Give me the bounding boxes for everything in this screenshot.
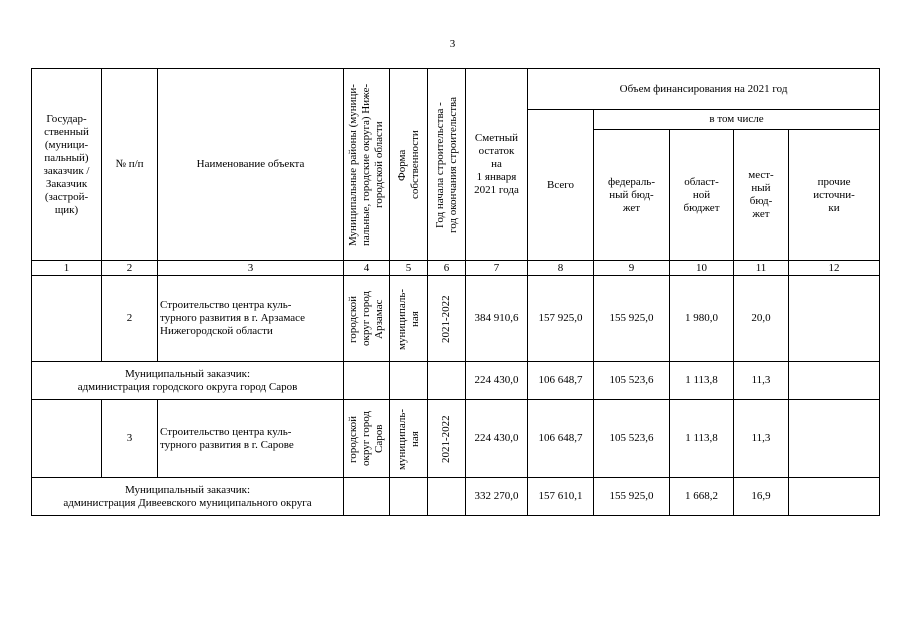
regional-cell: 1 113,8	[670, 362, 734, 400]
header-total: Всего	[528, 110, 594, 261]
column-number: 11	[734, 261, 789, 276]
local-cell: 16,9	[734, 478, 789, 516]
header-other: прочие источни- ки	[789, 130, 880, 261]
object-name: Строительство центра куль- турного развития в г. Арзамасе Нижегородской области	[158, 276, 344, 362]
federal-cell: 105 523,6	[594, 362, 670, 400]
header-funding: Объем финансирования на 2021 год	[528, 69, 880, 110]
column-number: 1	[32, 261, 102, 276]
local-cell: 11,3	[734, 362, 789, 400]
balance-cell: 384 910,6	[466, 276, 528, 362]
page-number: 3	[449, 38, 456, 50]
federal-cell: 155 925,0	[594, 276, 670, 362]
column-number: 2	[102, 261, 158, 276]
table-row	[32, 400, 880, 478]
federal-cell: 105 523,6	[594, 400, 670, 478]
column-number: 10	[670, 261, 734, 276]
total-cell: 157 610,1	[528, 478, 594, 516]
other-cell	[789, 478, 880, 516]
header-customer: Государ- ственный (муници- пальный) заказчик / Заказчик (застрой- щик)	[32, 69, 102, 261]
column-number: 3	[158, 261, 344, 276]
regional-cell: 1 113,8	[670, 400, 734, 478]
header-district: Муниципальные районы (муници- пальные, городские округа) Ниже- городской области	[344, 69, 390, 261]
local-cell: 11,3	[734, 400, 789, 478]
district-cell	[344, 478, 390, 516]
regional-cell: 1 668,2	[670, 478, 734, 516]
total-cell: 106 648,7	[528, 362, 594, 400]
customer-label: Муниципальный заказчик: администрация городского округа город Саров	[32, 362, 344, 400]
header-years: Год начала строительства - год окончания строительства	[428, 69, 466, 261]
balance-cell: 332 270,0	[466, 478, 528, 516]
district-cell: городской округ город Саров	[344, 400, 390, 478]
total-cell: 106 648,7	[528, 400, 594, 478]
table-row	[32, 478, 880, 516]
balance-cell: 224 430,0	[466, 362, 528, 400]
years-cell	[428, 478, 466, 516]
column-number-row	[32, 261, 880, 276]
regional-cell: 1 980,0	[670, 276, 734, 362]
column-number: 7	[466, 261, 528, 276]
header-including: в том числе	[594, 110, 880, 130]
district-cell	[344, 362, 390, 400]
customer-cell	[32, 276, 102, 362]
column-number: 12	[789, 261, 880, 276]
other-cell	[789, 362, 880, 400]
header-ownership: Форма собственности	[390, 69, 428, 261]
header-num: № п/п	[102, 69, 158, 261]
ownership-cell	[390, 362, 428, 400]
other-cell	[789, 276, 880, 362]
ownership-cell: муниципаль- ная	[390, 400, 428, 478]
table-row	[32, 362, 880, 400]
header-regional: област- ной бюджет	[670, 130, 734, 261]
customer-label: Муниципальный заказчик: администрация Дивеевского муниципального округа	[32, 478, 344, 516]
header-balance: Сметный остаток на 1 января 2021 года	[466, 69, 528, 261]
row-number: 3	[102, 400, 158, 478]
balance-cell: 224 430,0	[466, 400, 528, 478]
ownership-cell: муниципаль- ная	[390, 276, 428, 362]
total-cell: 157 925,0	[528, 276, 594, 362]
customer-cell	[32, 400, 102, 478]
years-cell: 2021-2022	[428, 400, 466, 478]
column-number: 8	[528, 261, 594, 276]
header-federal: федераль- ный бюд- жет	[594, 130, 670, 261]
table-row	[32, 276, 880, 362]
column-number: 4	[344, 261, 390, 276]
years-cell	[428, 362, 466, 400]
column-number: 9	[594, 261, 670, 276]
header-local: мест- ный бюд- жет	[734, 130, 789, 261]
header-object-name: Наименование объекта	[158, 69, 344, 261]
column-number: 5	[390, 261, 428, 276]
years-cell: 2021-2022	[428, 276, 466, 362]
ownership-cell	[390, 478, 428, 516]
object-name: Строительство центра куль- турного развития в г. Сарове	[158, 400, 344, 478]
local-cell: 20,0	[734, 276, 789, 362]
column-number: 6	[428, 261, 466, 276]
other-cell	[789, 400, 880, 478]
district-cell: городской округ город Арзамас	[344, 276, 390, 362]
federal-cell: 155 925,0	[594, 478, 670, 516]
financing-table	[31, 68, 880, 516]
row-number: 2	[102, 276, 158, 362]
